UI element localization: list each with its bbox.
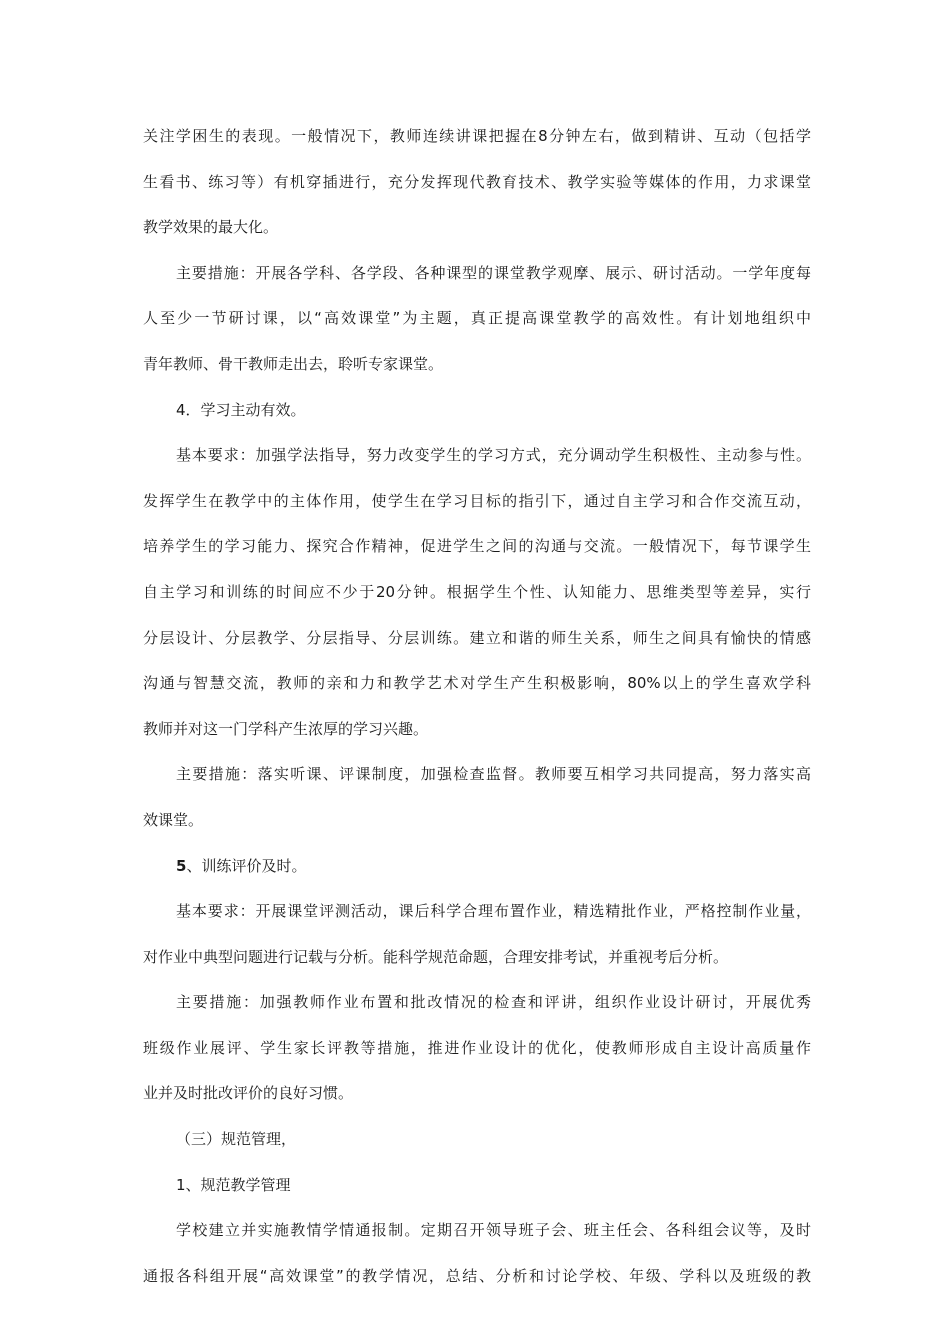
section-heading: （三）规范管理， xyxy=(176,1130,297,1149)
text-line: 人至少一节研讨课，以“高效课堂”为主题，真正提高课堂教学的高效性。有计划地组织中 xyxy=(143,309,811,328)
text-line: 教师并对这一门学科产生浓厚的学习兴趣。 xyxy=(143,719,429,738)
heading-text: 、训练评价及时。 xyxy=(186,856,307,875)
document-page xyxy=(143,114,811,1299)
text-line: 基本要求：开展课堂评测活动，课后科学合理布置作业，精选精批作业，严格控制作业量， xyxy=(176,902,811,921)
text-line: 自主学习和训练的时间应不少于20分钟。根据学生个性、认知能力、思维类型等差异，实行 xyxy=(143,582,811,601)
text-line: 关注学困生的表现。一般情况下，教师连续讲课把握在8分钟左右，做到精讲、互动（包括学 xyxy=(143,127,811,145)
text-line: 发挥学生在教学中的主体作用，使学生在学习目标的指引下，通过自主学习和合作交流互动， xyxy=(143,491,811,510)
heading-number: 5 xyxy=(176,856,187,875)
text-line: 业并及时批改评价的良好习惯。 xyxy=(143,1084,354,1103)
text-line: 沟通与智慧交流，教师的亲和力和教学艺术对学生产生积极影响，80%以上的学生喜欢学科 xyxy=(143,674,811,693)
text-line: 分层设计、分层教学、分层指导、分层训练。建立和谐的师生关系，师生之间具有愉快的情感 xyxy=(143,628,811,647)
text-line: 基本要求：加强学法指导，努力改变学生的学习方式，充分调动学生积极性、主动参与性。 xyxy=(176,446,811,465)
text-line: 主要措施：开展各学科、各学段、各种课型的课堂教学观摩、展示、研讨活动。一学年度每 xyxy=(176,263,811,282)
text-line: 对作业中典型问题进行记载与分析。能科学规范命题，合理安排考试，并重视考后分析。 xyxy=(143,947,729,966)
text-line: 班级作业展评、学生家长评教等措施，推进作业设计的优化，使教师形成自主设计高质量作 xyxy=(143,1038,811,1057)
text-line: 学校建立并实施教情学情通报制。定期召开领导班子会、班主任会、各科组会议等，及时 xyxy=(176,1221,811,1240)
text-line: 主要措施：落实听课、评课制度，加强检查监督。教师要互相学习共同提高，努力落实高 xyxy=(176,765,811,784)
text-line: 主要措施：加强教师作业布置和批改情况的检查和评讲，组织作业设计研讨，开展优秀 xyxy=(176,993,811,1012)
text-line: 通报各科组开展“高效课堂”的教学情况，总结、分析和讨论学校、年级、学科以及班级的教 xyxy=(143,1266,811,1285)
section-heading: 4．学习主动有效。 xyxy=(176,400,306,419)
text-line: 青年教师、骨干教师走出去，聆听专家课堂。 xyxy=(143,354,444,373)
text-line: 培养学生的学习能力、探究合作精神，促进学生之间的沟通与交流。一般情况下，每节课学生 xyxy=(143,537,811,556)
text-line: 教学效果的最大化。 xyxy=(143,218,279,237)
text-line: 生看书、练习等）有机穿插进行，充分发挥现代教育技术、教学实验等媒体的作用，力求课堂 xyxy=(143,172,811,191)
section-heading xyxy=(143,844,811,890)
text-line: 效课堂。 xyxy=(143,810,204,829)
subsection-heading: 1、规范教学管理 xyxy=(176,1175,291,1194)
